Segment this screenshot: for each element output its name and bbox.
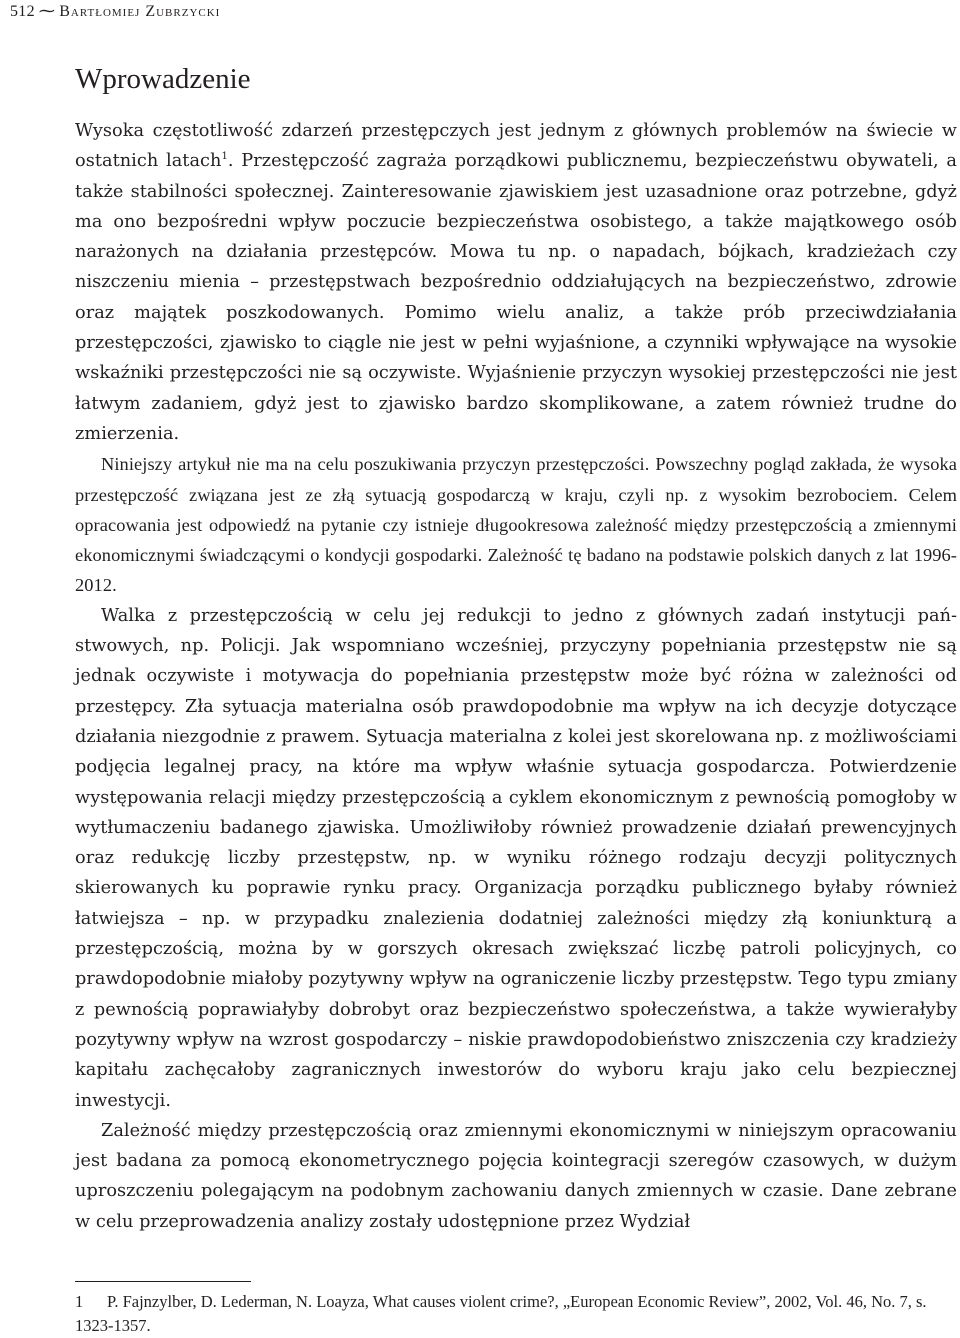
- paragraph-1-text-b: . Przestępczość zagraża porządkowi publicznemu, bezpieczeństwu obywateli, a także stabilności społecznej. Zainteresowanie zjawiskiem jest uzasadnione oraz potrzebne, gdyż ma ono bezpośredni wpływ poczucie bezpieczeństwa osobistego, a także majątkowego osób narażonych na działania przestępców. Mowa tu np. o napadach, bójkach, kradzieżach czy niszczeniu mienia – przestępstwach bezpośrednio oddziałujących na bezpieczeństwo, zdrowie oraz majątek poszkodowanych. Pomimo wielu analiz, a także prób przeciwdziałania przestępczości, zjawisko to ciągle nie jest w pełni wyjaśnione, a czynniki wpływające na wysokie wskaźniki przestępczości nie są oczywiste. Wyjaśnienie przyczyn wysokiej przestępczości nie jest łatwym zadaniem, gdyż jest to zjawisko bardzo skomplikowane, a zatem również trudne do zmierzenia.: [75, 151, 957, 444]
- swash-ornament-icon: ⁓: [38, 3, 56, 20]
- paragraph-3: Walka z przestępczością w celu jej redukcji to jedno z głównych zadań instytucji państwowych, np. Policji. Jak wspomniano wcześniej, przyczyny popełniania przestępstw nie są jednak oczywiste i motywacja do popełniania przestępstw może być różna w zależności od przestępcy. Zła sytuacja materialna osób prawdopodobnie ma wpływ na ich decyzje dotyczące działania niezgodnie z prawem. Sytuacja materialna z kolei jest skorelowana np. z możliwościami podjęcia legalnej pracy, na które ma wpływ właśnie sytuacja gospodarcza. Potwierdzenie występowania relacji między przestępczością a cyklem ekonomicznym z pewnością pomogłoby w wytłumaczeniu badanego zjawiska. Umożliwiłoby również prowadzenie działań prewencyjnych oraz redukcję liczby przestępstw, np. w wyniku różnego rodzaju decyzji politycznych skierowanych ku poprawie rynku pracy. Organizacja porządku publicznego byłaby również łatwiejsza – np. w przypadku znalezienia dodatniej zależności między złą koniunkturą a przestępczością, można by w gorszych okresach zwiększać liczbę patroli policyjnych, co prawdopodobnie miałoby pozytywny wpływ na ograniczenie liczby przestępstw. Tego typu zmiany z pewnością poprawiałyby dobrobyt oraz bezpieczeństwo społeczeństwa, a także wywierałyby pozytywny wpływ na wzrost gospodarczy – niskie prawdopodobieństwo zniszczenia czy kradzieży kapitału zachęcałoby zagranicznych inwestorów do wyboru kraju jako celu bezpiecznej inwestycji.: [75, 605, 957, 1111]
- footnote-divider: [75, 1281, 251, 1282]
- body-text: [75, 116, 957, 1237]
- running-header-author: Bartłomiej Zubrzycki: [59, 3, 221, 20]
- paragraph-1: [75, 116, 957, 449]
- page-number: 512: [10, 3, 35, 20]
- paragraph-2: Niniejszy artykuł nie ma na celu poszukiwania przyczyn przestępczości. Powszechny pogląd zakłada, że wysoka przestępczość związana jest ze złą sytuacją gospodarczą w kraju, czyli np. z wysokim bezrobociem. Celem opracowania jest odpowiedź na pytanie czy istnieje długookresowa zależność między przestępczością a zmiennymi ekonomicznymi świadczącymi o kondycji gospodarki. Zależność tę badano na podstawie polskich danych z lat 1996-2012.: [75, 454, 957, 596]
- footnote: [75, 1290, 957, 1338]
- paragraph-1-text-a: Wysoka częstotliwość zdarzeń przestępczych jest jednym z głównych problemów na świecie w ostatnich latach: [75, 121, 957, 172]
- footnote-reference[interactable]: 1: [221, 151, 228, 163]
- paragraph-4: Zależność między przestępczością oraz zmiennymi ekonomicznymi w niniejszym opracowaniu jest badana za pomocą ekonometrycznego pojęcia kointegracji szeregów czasowych, w dużym uproszczeniu polegającym na podobnym zachowaniu danych zmiennych w czasie. Dane zebrane w celu przeprowadzenia analizy zostały udostępnione przez Wydział: [75, 1120, 957, 1232]
- footnote-number: 1: [75, 1292, 84, 1311]
- section-title: Wprowadzenie: [75, 63, 251, 95]
- footnote-text: P. Fajnzylber, D. Lederman, N. Loayza, What causes violent crime?, „European Economic Review”, 2002, Vol. 46, No. 7, s. 1323-1357.: [75, 1292, 927, 1335]
- running-header: [10, 1, 220, 23]
